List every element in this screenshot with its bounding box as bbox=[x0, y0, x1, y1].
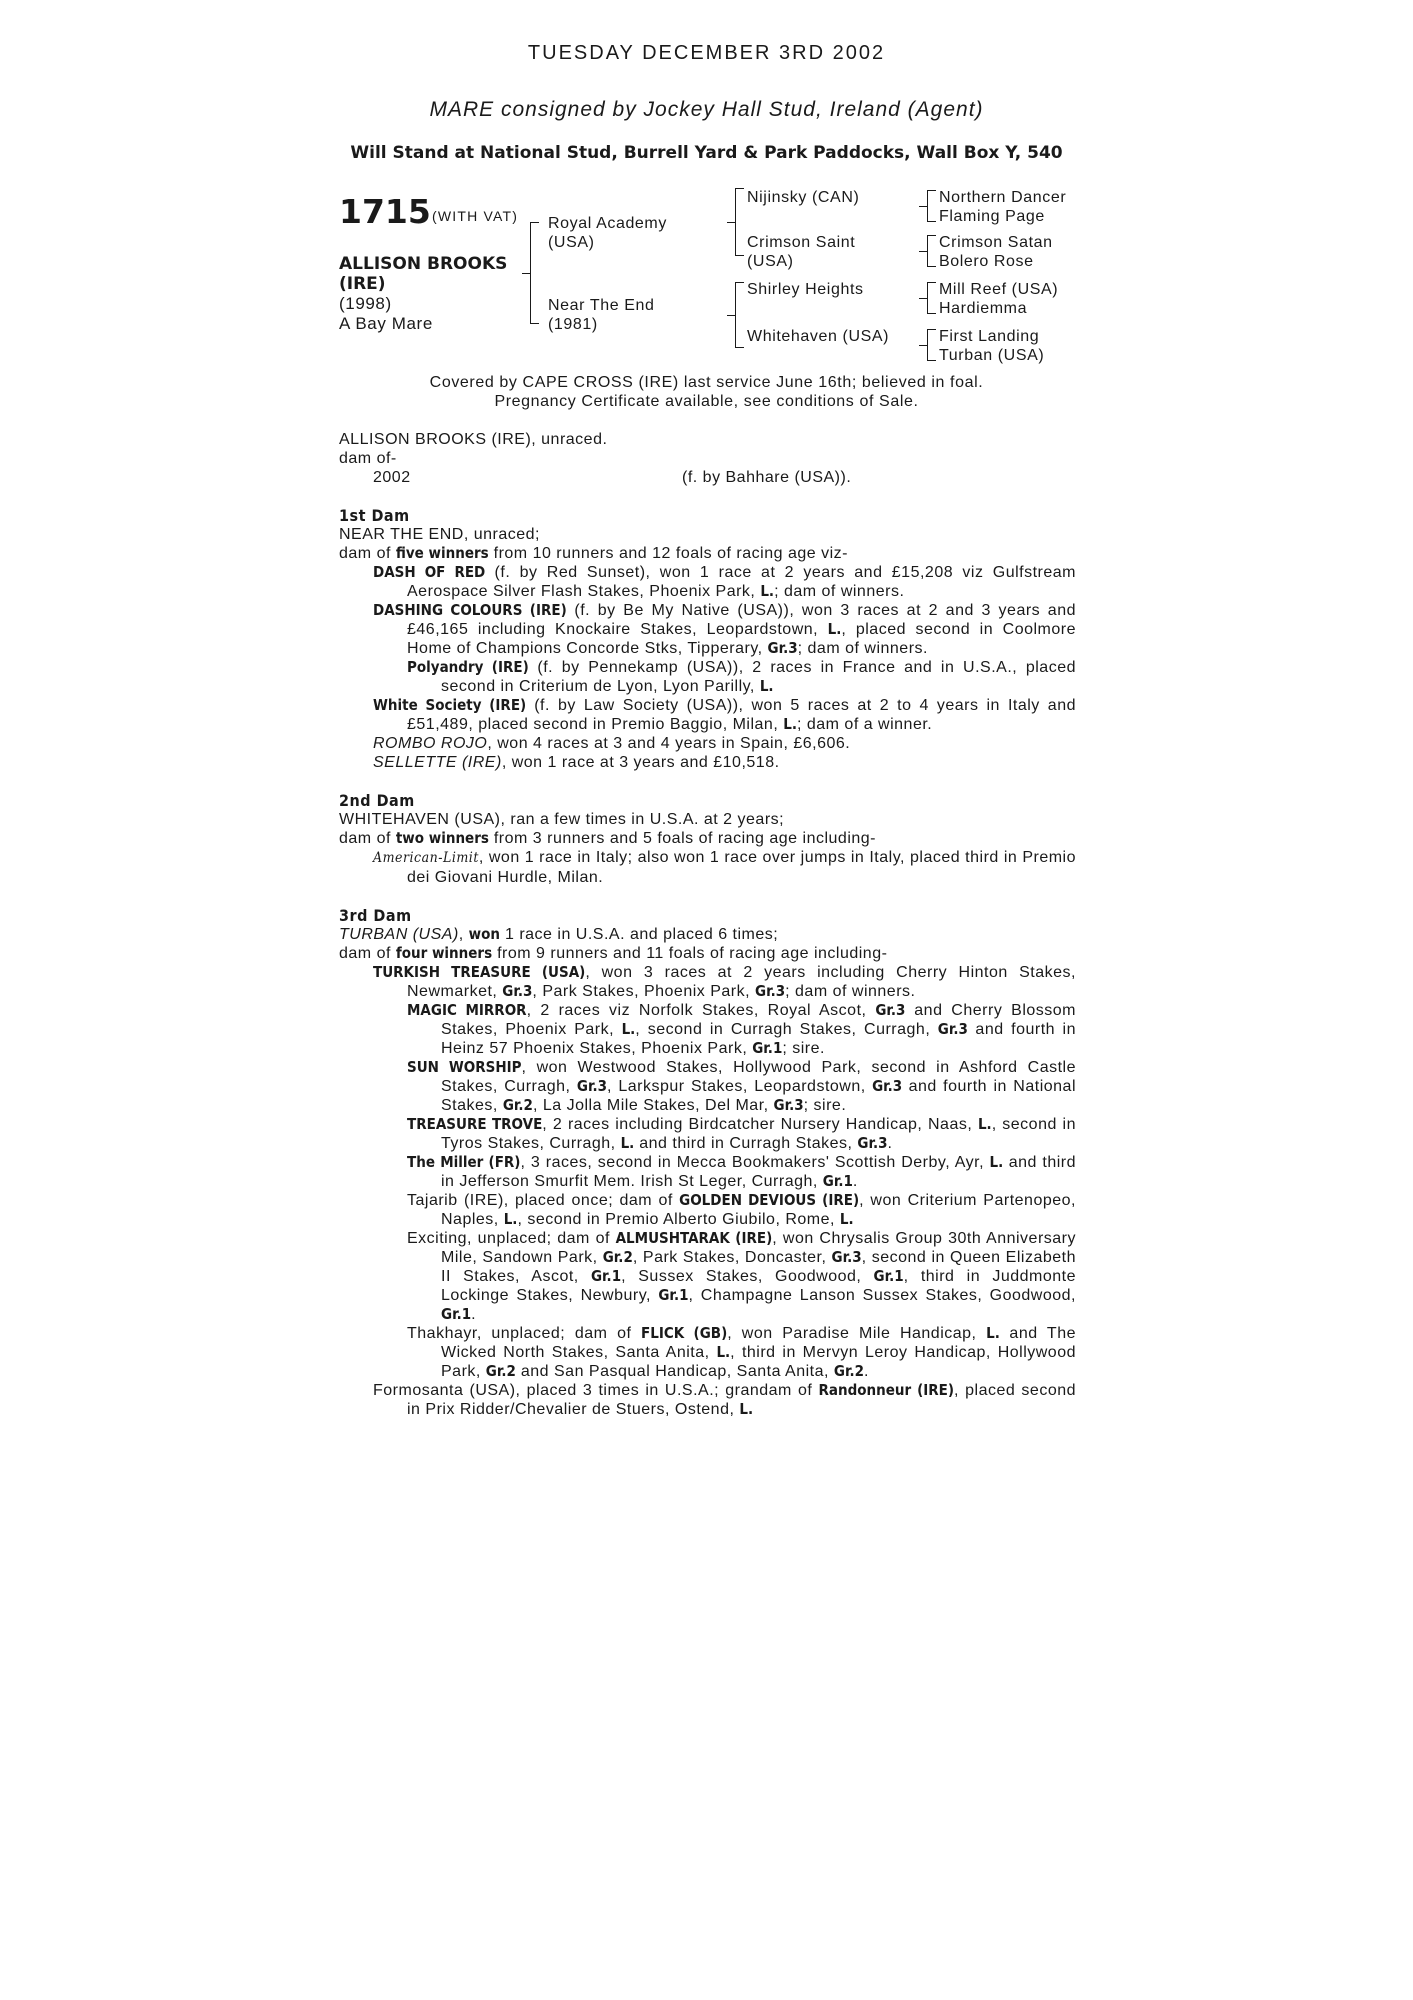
third-dam-entry: SUN WORSHIP, won Westwood Stakes, Hollywood Park, second in Ashford Castle Stakes, Curragh, Gr.3, Larkspur Stakes, Leopardstown, Gr.3 and fourth in National Stakes, Gr.2, La Jolla Mile Stakes, Del Mar, Gr.3; sire. bbox=[407, 1058, 1077, 1114]
pedigree-sire-sire: Nijinsky (CAN) bbox=[747, 189, 860, 206]
third-dam-entry: MAGIC MIRROR, 2 races viz Norfolk Stakes, Royal Ascot, Gr.3 and Cherry Blossom Stakes, Phoenix Park, L., second in Curragh Stakes, Curragh, Gr.3 and fourth in Heinz 57 Phoenix Stakes, Phoenix Park, Gr.1; sire. bbox=[407, 1001, 1077, 1057]
pedigree-dam: Near The End (1981) bbox=[548, 297, 655, 333]
pedigree-dam-dam: Whitehaven (USA) bbox=[747, 328, 890, 345]
first-dam-entry: DASHING COLOURS (IRE) (f. by Be My Native (USA)), won 3 races at 2 and 3 years and £46,165 including Knockaire Stakes, Leopardstown, L., placed second in Coolmore Home of Champions Concorde Stks, Tipperary, Gr.3; dam of winners. bbox=[373, 601, 1077, 657]
pedigree-brace-g3-2 bbox=[927, 235, 936, 267]
first-dam-heading: 1st Dam bbox=[339, 506, 410, 525]
pedigree-brace-sire bbox=[735, 188, 744, 256]
pedigree-sire: Royal Academy (USA) bbox=[548, 215, 667, 251]
first-dam-entry: DASH OF RED (f. by Red Sunset), won 1 race at 2 years and £15,208 viz Gulfstream Aerospace Silver Flash Stakes, Phoenix Park, L.; dam of winners. bbox=[373, 563, 1076, 600]
pedigree-g3-group-2: Crimson Satan Bolero Rose bbox=[939, 234, 1053, 270]
second-dam-entry: American-Limit, won 1 race in Italy; also won 1 race over jumps in Italy, placed third in Premio dei Giovani Hurdle, Milan. bbox=[373, 849, 1076, 886]
produce-intro: ALLISON BROOKS (IRE), unraced. bbox=[339, 431, 608, 448]
covering-note: Covered by CAPE CROSS (IRE) last service June 16th; believed in foal. Pregnancy Certificate available, see conditions of Sale. bbox=[429, 374, 984, 410]
vat-note: (WITH VAT) bbox=[432, 208, 519, 224]
second-dam-summary: WHITEHAVEN (USA), ran a few times in U.S.A. at 2 years; bbox=[339, 811, 785, 828]
second-dam-heading: 2nd Dam bbox=[339, 791, 415, 810]
horse-suffix: (IRE) bbox=[339, 274, 386, 294]
first-dam-entry: SELLETTE (IRE), won 1 race at 3 years and £10,518. bbox=[373, 754, 780, 771]
sale-date: TUESDAY DECEMBER 3RD 2002 bbox=[527, 42, 886, 64]
first-dam-progeny: dam of five winners from 10 runners and 12 foals of racing age viz- bbox=[339, 544, 848, 562]
horse-description: A Bay Mare bbox=[339, 314, 433, 333]
horse-year: (1998) bbox=[339, 294, 392, 313]
lot-number: 1715 bbox=[339, 192, 431, 231]
first-dam-entry: ROMBO ROJO, won 4 races at 3 and 4 years in Spain, £6,606. bbox=[373, 735, 851, 752]
horse-identity bbox=[339, 254, 507, 334]
third-dam-entry: The Miller (FR), 3 races, second in Mecca Bookmakers' Scottish Derby, Ayr, L. and third in Jefferson Smurfit Mem. Irish St Leger, Curragh, Gr.1. bbox=[407, 1153, 1076, 1190]
pedigree-sire-dam: Crimson Saint (USA) bbox=[747, 234, 856, 270]
third-dam-entry: Exciting, unplaced; dam of ALMUSHTARAK (IRE), won Chrysalis Group 30th Anniversary Mile, Sandown Park, Gr.2, Park Stakes, Doncaster, Gr.3, second in Queen Elizabeth II Stakes, Ascot, Gr.1, Sussex Stakes, Goodwood, Gr.1, third in Juddmonte Lockinge Stakes, Newbury, Gr.1, Champagne Lanson Sussex Stakes, Goodwood, Gr.1. bbox=[407, 1229, 1077, 1323]
pedigree-brace-g3-3 bbox=[927, 282, 936, 314]
third-dam-entry: Thakhayr, unplaced; dam of FLICK (GB), won Paradise Mile Handicap, L. and The Wicked North Stakes, Santa Anita, L., third in Mervyn Leroy Handicap, Hollywood Park, Gr.2 and San Pasqual Handicap, Santa Anita, Gr.2. bbox=[407, 1324, 1077, 1380]
first-dam-entry: White Society (IRE) (f. by Law Society (USA)), won 5 races at 2 to 4 years in Italy and £51,489, placed second in Premio Baggio, Milan, L.; dam of a winner. bbox=[373, 696, 1076, 733]
stand-location: Will Stand at National Stud, Burrell Yard & Park Paddocks, Wall Box Y, 540 bbox=[350, 143, 1063, 163]
produce-entry: 2002 (f. by Bahhare (USA)). bbox=[373, 469, 852, 486]
first-dam-entry: Polyandry (IRE) (f. by Pennekamp (USA)), 2 races in France and in U.S.A., placed second in Criterium de Lyon, Lyon Parilly, L. bbox=[407, 658, 1076, 695]
pedigree-brace-dam bbox=[735, 282, 744, 348]
pedigree-dam-sire: Shirley Heights bbox=[747, 281, 864, 298]
pedigree-brace-g3-1 bbox=[927, 190, 936, 222]
pedigree-g3-group-1: Northern Dancer Flaming Page bbox=[939, 189, 1067, 225]
third-dam-entry: Formosanta (USA), placed 3 times in U.S.A.; grandam of Randonneur (IRE), placed second in Prix Ridder/Chevalier de Stuers, Ostend, L. bbox=[373, 1381, 1077, 1418]
produce-record bbox=[339, 430, 1076, 1419]
produce-dam-of: dam of- bbox=[339, 450, 397, 467]
second-dam-progeny: dam of two winners from 3 runners and 5 foals of racing age including- bbox=[339, 829, 876, 847]
third-dam-summary: TURBAN (USA), won 1 race in U.S.A. and placed 6 times; bbox=[339, 925, 779, 943]
third-dam-entry: TREASURE TROVE, 2 races including Birdcatcher Nursery Handicap, Naas, L., second in Tyros Stakes, Curragh, L. and third in Curragh Stakes, Gr.3. bbox=[407, 1115, 1076, 1152]
horse-name: ALLISON BROOKS bbox=[339, 254, 508, 274]
third-dam-heading: 3rd Dam bbox=[339, 906, 412, 925]
third-dam-entry: TURKISH TREASURE (USA), won 3 races at 2 years including Cherry Hinton Stakes, Newmarket, Gr.3, Park Stakes, Phoenix Park, Gr.3; dam of winners. bbox=[373, 963, 1076, 1000]
pedigree-brace-gen1 bbox=[530, 222, 539, 324]
consignor-line: MARE consigned by Jockey Hall Stud, Ireland (Agent) bbox=[429, 98, 984, 121]
first-dam-summary: NEAR THE END, unraced; bbox=[339, 526, 540, 543]
third-dam-progeny: dam of four winners from 9 runners and 11 foals of racing age including- bbox=[339, 944, 888, 962]
pedigree-brace-g3-4 bbox=[927, 329, 936, 361]
pedigree-g3-group-4: First Landing Turban (USA) bbox=[939, 328, 1045, 364]
pedigree-g3-group-3: Mill Reef (USA) Hardiemma bbox=[939, 281, 1059, 317]
third-dam-entry: Tajarib (IRE), placed once; dam of GOLDEN DEVIOUS (IRE), won Criterium Partenopeo, Naples, L., second in Premio Alberto Giubilo, Rome, L. bbox=[407, 1191, 1076, 1228]
